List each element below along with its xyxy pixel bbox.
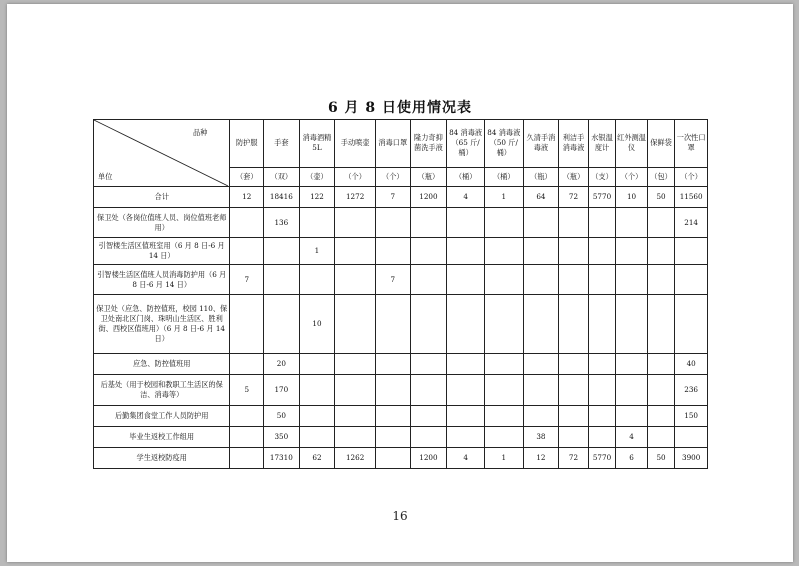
table-cell: [647, 406, 674, 427]
table-cell: 136: [264, 208, 300, 238]
table-cell: [410, 427, 447, 448]
table-cell: [616, 354, 648, 375]
table-cell: 5770: [588, 187, 615, 208]
table-cell: [616, 406, 648, 427]
table-cell: [335, 354, 376, 375]
table-cell: 1272: [335, 187, 376, 208]
table-row: [94, 208, 708, 238]
table-row: [94, 238, 708, 265]
table-cell: 50: [647, 448, 674, 469]
table-cell: [410, 238, 447, 265]
table-cell: 1200: [410, 187, 447, 208]
table-cell: 4: [447, 187, 485, 208]
table-cell: [616, 238, 648, 265]
table-cell: [376, 406, 411, 427]
table-cell: [523, 375, 559, 406]
column-unit: （桶）: [484, 167, 523, 186]
table-cell: [616, 265, 648, 295]
table-cell: [588, 354, 615, 375]
table-cell: [559, 406, 589, 427]
table-cell: [410, 354, 447, 375]
row-unit-label: 后基处（用于校园和教职工生活区的保洁、消毒等）: [94, 375, 230, 406]
header-row: [94, 120, 708, 168]
table-cell: [523, 354, 559, 375]
table-cell: 1: [484, 448, 523, 469]
column-unit: （瓶）: [559, 167, 589, 186]
table-cell: [230, 448, 264, 469]
usage-table: [93, 119, 708, 469]
column-unit: （包）: [647, 167, 674, 186]
table-cell: 1: [299, 238, 335, 265]
column-unit: （个）: [376, 167, 411, 186]
table-cell: [447, 375, 485, 406]
table-cell: [559, 265, 589, 295]
table-cell: [230, 354, 264, 375]
table-cell: 20: [264, 354, 300, 375]
table-cell: 64: [523, 187, 559, 208]
table-row: [94, 448, 708, 469]
table-cell: [523, 265, 559, 295]
table-cell: [376, 208, 411, 238]
table-cell: 5770: [588, 448, 615, 469]
row-unit-label: 后勤集团食堂工作人员防护用: [94, 406, 230, 427]
table-cell: [264, 295, 300, 354]
table-cell: [447, 208, 485, 238]
table-cell: 50: [647, 187, 674, 208]
row-unit-label: 应急、防控值班用: [94, 354, 230, 375]
table-cell: [559, 427, 589, 448]
table-cell: [559, 354, 589, 375]
table-cell: [264, 265, 300, 295]
table-cell: [588, 427, 615, 448]
table-cell: [230, 238, 264, 265]
table-cell: [559, 295, 589, 354]
table-cell: [376, 448, 411, 469]
table-cell: 7: [376, 187, 411, 208]
table-cell: [410, 295, 447, 354]
column-header: 手套: [264, 120, 300, 168]
table-cell: 1262: [335, 448, 376, 469]
table-row: [94, 295, 708, 354]
table-cell: [335, 295, 376, 354]
column-unit: （双）: [264, 167, 300, 186]
table-cell: [447, 406, 485, 427]
table-cell: 236: [675, 375, 708, 406]
table-cell: 38: [523, 427, 559, 448]
column-header: 一次性口罩: [675, 120, 708, 168]
table-cell: 3900: [675, 448, 708, 469]
table-cell: [588, 295, 615, 354]
table-cell: [335, 375, 376, 406]
column-header: 手动喷壶: [335, 120, 376, 168]
table-cell: [230, 427, 264, 448]
table-cell: [523, 295, 559, 354]
table-cell: [588, 208, 615, 238]
table-cell: [616, 208, 648, 238]
table-cell: [559, 208, 589, 238]
table-cell: 214: [675, 208, 708, 238]
column-unit: （瓶）: [410, 167, 447, 186]
table-cell: [588, 406, 615, 427]
document-page: [7, 4, 793, 562]
table-cell: [376, 354, 411, 375]
table-cell: 40: [675, 354, 708, 375]
table-cell: [616, 375, 648, 406]
table-cell: [376, 238, 411, 265]
table-cell: [523, 208, 559, 238]
table-cell: 11560: [675, 187, 708, 208]
table-cell: 7: [376, 265, 411, 295]
table-cell: [335, 427, 376, 448]
column-unit: （套）: [230, 167, 264, 186]
table-cell: [588, 238, 615, 265]
table-cell: 6: [616, 448, 648, 469]
table-cell: [447, 265, 485, 295]
column-header: 红外测温仪: [616, 120, 648, 168]
table-cell: [484, 354, 523, 375]
column-header: 84 消毒液（50 斤/桶）: [484, 120, 523, 168]
table-cell: [675, 427, 708, 448]
table-cell: [588, 375, 615, 406]
row-unit-label: 合计: [94, 187, 230, 208]
table-cell: [264, 238, 300, 265]
table-cell: [447, 238, 485, 265]
column-unit: （支）: [588, 167, 615, 186]
table-cell: 350: [264, 427, 300, 448]
table-cell: [647, 265, 674, 295]
row-unit-label: 学生返校防疫用: [94, 448, 230, 469]
table-cell: [335, 406, 376, 427]
table-cell: [376, 427, 411, 448]
table-cell: 7: [230, 265, 264, 295]
column-header: 防护服: [230, 120, 264, 168]
table-cell: 122: [299, 187, 335, 208]
row-unit-label: 引智楼生活区值班人员消毒防护用（6 月 8 日-6 月 14 日）: [94, 265, 230, 295]
column-header: 保鲜袋: [647, 120, 674, 168]
table-cell: [484, 208, 523, 238]
column-header: 消毒口罩: [376, 120, 411, 168]
table-cell: 4: [447, 448, 485, 469]
table-cell: 10: [616, 187, 648, 208]
table-row: [94, 427, 708, 448]
table-cell: 12: [230, 187, 264, 208]
table-cell: [299, 208, 335, 238]
table-cell: [484, 295, 523, 354]
row-unit-label: 保卫处（各岗位值班人员、岗位值班老师用）: [94, 208, 230, 238]
table-cell: [523, 238, 559, 265]
row-unit-label: 毕业生返校工作组用: [94, 427, 230, 448]
table-cell: [299, 427, 335, 448]
table-cell: [410, 375, 447, 406]
column-unit: （个）: [616, 167, 648, 186]
table-cell: [447, 427, 485, 448]
column-unit: （桶）: [447, 167, 485, 186]
table-cell: 170: [264, 375, 300, 406]
table-cell: 150: [675, 406, 708, 427]
table-cell: [484, 427, 523, 448]
column-header: 久清手消毒液: [523, 120, 559, 168]
table-cell: [299, 265, 335, 295]
table-cell: [559, 375, 589, 406]
column-unit: （瓶）: [523, 167, 559, 186]
table-cell: 10: [299, 295, 335, 354]
column-unit: （个）: [335, 167, 376, 186]
table-cell: [675, 295, 708, 354]
table-cell: 18416: [264, 187, 300, 208]
table-cell: [230, 406, 264, 427]
table-cell: [616, 295, 648, 354]
corner-top-label: 品种: [193, 128, 208, 137]
table-cell: [410, 208, 447, 238]
table-cell: [447, 354, 485, 375]
column-header: 84 消毒液（65 斤/桶）: [447, 120, 485, 168]
column-header: 利洁手消毒液: [559, 120, 589, 168]
column-unit: （壶）: [299, 167, 335, 186]
table-cell: [647, 208, 674, 238]
table-cell: [447, 295, 485, 354]
table-cell: [335, 208, 376, 238]
table-cell: [523, 406, 559, 427]
table-cell: [335, 265, 376, 295]
table-cell: 4: [616, 427, 648, 448]
table-cell: [230, 295, 264, 354]
table-cell: [230, 208, 264, 238]
table-row: [94, 354, 708, 375]
table-cell: [675, 265, 708, 295]
table-cell: [484, 238, 523, 265]
corner-bottom-label: 单位: [98, 172, 113, 181]
table-cell: 50: [264, 406, 300, 427]
table-cell: 5: [230, 375, 264, 406]
table-cell: 1200: [410, 448, 447, 469]
corner-cell: [94, 120, 230, 187]
table-cell: 72: [559, 448, 589, 469]
table-cell: [299, 406, 335, 427]
table-cell: [484, 375, 523, 406]
table-cell: [647, 354, 674, 375]
table-cell: [647, 427, 674, 448]
column-unit: （个）: [675, 167, 708, 186]
table-cell: [559, 238, 589, 265]
column-header: 消毒酒精 5L: [299, 120, 335, 168]
table-cell: 12: [523, 448, 559, 469]
column-header: 隆力奇抑菌洗手液: [410, 120, 447, 168]
table-row: [94, 406, 708, 427]
table-cell: [484, 406, 523, 427]
table-cell: [647, 295, 674, 354]
table-cell: [376, 375, 411, 406]
table-cell: [484, 265, 523, 295]
table-cell: 17310: [264, 448, 300, 469]
column-header: 水银温度计: [588, 120, 615, 168]
table-row: [94, 375, 708, 406]
table-title: 6 月 8 日使用情况表: [327, 100, 473, 116]
table-row: [94, 265, 708, 295]
table-cell: [675, 238, 708, 265]
table-cell: 62: [299, 448, 335, 469]
page-number: 16: [392, 509, 408, 523]
table-cell: [299, 375, 335, 406]
table-cell: [647, 375, 674, 406]
table-cell: [299, 354, 335, 375]
table-cell: [647, 238, 674, 265]
table-cell: [335, 238, 376, 265]
row-unit-label: 保卫处（应急、防控值班，校园 110、保卫处南北区门岗、珠明山生活区、胜利街、西校区值班用）（6 月 8 日-6 月 14 日）: [94, 295, 230, 354]
table-cell: [588, 265, 615, 295]
table-cell: [410, 406, 447, 427]
table-cell: [410, 265, 447, 295]
table-cell: 1: [484, 187, 523, 208]
table-row: [94, 187, 708, 208]
table-cell: [376, 295, 411, 354]
table-cell: 72: [559, 187, 589, 208]
row-unit-label: 引智楼生活区值班室用（6 月 8 日-6 月 14 日）: [94, 238, 230, 265]
